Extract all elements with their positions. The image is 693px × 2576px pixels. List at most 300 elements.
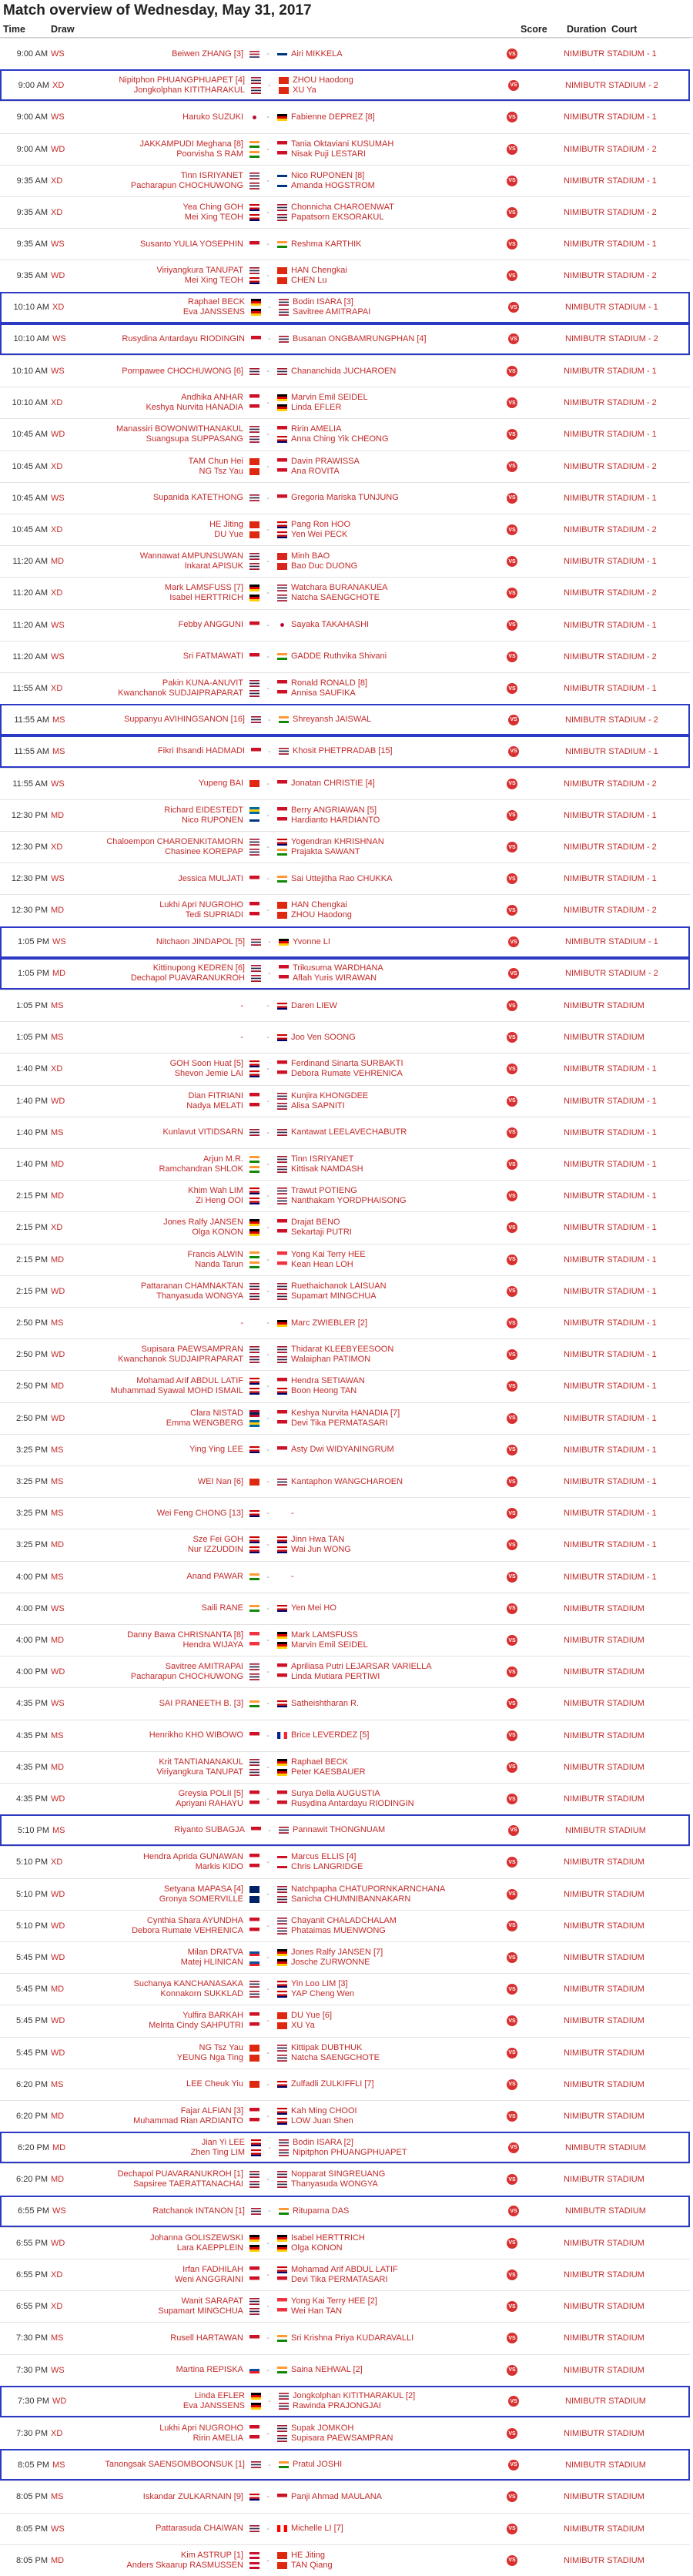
vs-icon[interactable]: VS: [507, 810, 517, 821]
match-row[interactable]: [0, 1117, 690, 1148]
player-name[interactable]: Lara KAEPPLEIN: [176, 2243, 243, 2253]
player-name[interactable]: Surya Della AUGUSTIA: [291, 1789, 380, 1799]
player-name[interactable]: Supisara PAEWSAMPRAN: [291, 2434, 393, 2444]
player-name[interactable]: Markis KIDO: [195, 1862, 243, 1872]
player-name[interactable]: Trikusuma WARDHANA: [293, 963, 383, 973]
player-name[interactable]: Chayanit CHALADCHALAM: [291, 1915, 397, 1925]
player-name[interactable]: Nico RUPONEN [8]: [291, 170, 365, 180]
player-name[interactable]: Konnakorn SUKKLAD: [160, 1989, 243, 1999]
player-name[interactable]: Marcus ELLIS [4]: [291, 1852, 357, 1862]
vs-icon[interactable]: VS: [507, 588, 517, 598]
player-name[interactable]: Tania Oktaviani KUSUMAH: [291, 139, 394, 149]
vs-icon[interactable]: VS: [507, 1730, 517, 1741]
player-name[interactable]: NG Tsz Yau: [199, 466, 243, 476]
player-name[interactable]: NG Tsz Yau: [199, 2042, 243, 2052]
player-name[interactable]: Raphael BECK: [291, 1757, 348, 1767]
player-name[interactable]: Melrita Cindy SAHPUTRI: [149, 2021, 243, 2031]
player-name[interactable]: Muhammad Syawal MOHD ISMAIL: [110, 1386, 243, 1396]
player-name[interactable]: DU Yue: [214, 530, 243, 540]
player-name[interactable]: Fikri Ihsandi HADMADI: [157, 746, 245, 756]
player-name[interactable]: Supanida KATETHONG: [152, 493, 243, 503]
player-name[interactable]: SAI PRANEETH B. [3]: [159, 1698, 243, 1708]
vs-icon[interactable]: VS: [507, 1984, 517, 1995]
player-name[interactable]: Inkarat APISUK: [184, 561, 243, 571]
player-name[interactable]: Krit TANTIANANAKUL: [159, 1757, 243, 1767]
player-name[interactable]: Kantawat LEELAVECHABUTR: [291, 1127, 407, 1137]
player-name[interactable]: Henrikho KHO WIBOWO: [149, 1730, 243, 1740]
player-name[interactable]: Busanan ONGBAMRUNGPHAN [4]: [293, 333, 427, 343]
player-name[interactable]: Ying Ying LEE: [189, 1445, 243, 1455]
vs-icon[interactable]: VS: [507, 239, 517, 250]
match-row[interactable]: [0, 894, 690, 926]
player-name[interactable]: Bao Duc DUONG: [291, 561, 358, 571]
player-name[interactable]: Bodin ISARA [2]: [293, 2137, 353, 2147]
match-row[interactable]: [0, 292, 690, 323]
player-name[interactable]: XU Ya: [291, 2021, 315, 2031]
player-name[interactable]: Saina NEHWAL [2]: [291, 2365, 363, 2375]
player-name[interactable]: Poorvisha S RAM: [176, 149, 243, 159]
player-name[interactable]: Francis ALWIN: [187, 1249, 243, 1259]
player-name[interactable]: Ana ROVITA: [291, 466, 340, 476]
player-name[interactable]: Linda EFLER: [291, 403, 342, 413]
match-row[interactable]: [0, 1656, 690, 1687]
player-name[interactable]: Sri Krishna Priya KUDARAVALLI: [291, 2333, 414, 2343]
vs-icon[interactable]: VS: [507, 2015, 517, 2026]
vs-icon[interactable]: VS: [507, 2555, 517, 2566]
player-name[interactable]: Airi MIKKELA: [291, 49, 343, 59]
vs-icon[interactable]: VS: [507, 1889, 517, 1900]
match-row[interactable]: [0, 704, 690, 735]
player-name[interactable]: Johanna GOLISZEWSKI: [149, 2233, 243, 2243]
player-name[interactable]: Yin Loo LIM [3]: [291, 1979, 348, 1989]
player-name[interactable]: Rusell HARTAWAN: [170, 2333, 243, 2343]
player-name[interactable]: Tinn ISRIYANET: [291, 1154, 354, 1164]
player-name[interactable]: Yea Ching GOH: [182, 203, 243, 213]
player-name[interactable]: Pannawit THONGNUAM: [293, 1825, 386, 1835]
player-name[interactable]: Raphael BECK: [188, 297, 245, 307]
player-name[interactable]: Muhammad Rian ARDIANTO: [133, 2116, 243, 2126]
player-name[interactable]: Khosit PHETPRADAB [15]: [293, 746, 393, 756]
player-name[interactable]: Yen Wei PECK: [291, 530, 348, 540]
player-name[interactable]: Emma WENGBERG: [166, 1418, 243, 1428]
vs-icon[interactable]: VS: [507, 1635, 517, 1646]
player-name[interactable]: Jinn Hwa TAN: [291, 1535, 345, 1545]
player-name[interactable]: Kunlavut VITIDSARN: [162, 1127, 243, 1137]
player-name[interactable]: Setyana MAPASA [4]: [163, 1884, 243, 1894]
player-name[interactable]: Jessica MULJATI: [178, 873, 243, 883]
player-name[interactable]: CHEN Lu: [291, 276, 327, 286]
player-name[interactable]: Pratul JOSHI: [293, 2460, 343, 2470]
player-name[interactable]: DU Yue [6]: [291, 2011, 332, 2021]
player-name[interactable]: TAM Chun Hei: [188, 456, 243, 466]
player-name[interactable]: Panji Ahmad MAULANA: [291, 2491, 382, 2501]
match-row[interactable]: [0, 1370, 690, 1402]
match-row[interactable]: [0, 2037, 690, 2069]
vs-icon[interactable]: VS: [507, 1603, 517, 1614]
player-name[interactable]: Kittipak DUBTHUK: [291, 2042, 363, 2052]
match-row[interactable]: [0, 418, 690, 450]
match-row[interactable]: [0, 609, 690, 641]
match-row[interactable]: [0, 514, 690, 545]
player-name[interactable]: TAN Qiang: [291, 2560, 333, 2570]
player-name[interactable]: Kittinupong KEDREN [6]: [152, 963, 245, 973]
vs-icon[interactable]: VS: [507, 1349, 517, 1360]
player-name[interactable]: Pacharapun CHOCHUWONG: [130, 1672, 243, 1682]
player-name[interactable]: Devi Tika PERMATASARI: [291, 1418, 388, 1428]
match-row[interactable]: [0, 1275, 690, 1307]
player-name[interactable]: Yupeng BAI: [198, 779, 243, 789]
match-row[interactable]: [0, 323, 690, 355]
player-name[interactable]: Clara NISTAD: [190, 1408, 243, 1418]
player-name[interactable]: Brice LEVERDEZ [5]: [291, 1730, 370, 1740]
player-name[interactable]: Lukhi Apri NUGROHO: [159, 900, 243, 910]
vs-icon[interactable]: VS: [507, 1000, 517, 1011]
match-row[interactable]: [0, 1720, 690, 1751]
player-name[interactable]: Wanit SARAPAT: [181, 2296, 243, 2306]
player-name[interactable]: Zi Heng OOI: [196, 1196, 243, 1206]
match-row[interactable]: [0, 1751, 690, 1783]
player-name[interactable]: Khim Wah LIM: [188, 1186, 243, 1196]
player-name[interactable]: Kantaphon WANGCHAROEN: [291, 1476, 403, 1486]
player-name[interactable]: Kwanchanok SUDJAIPRAPARAT: [118, 688, 243, 698]
match-row[interactable]: [0, 1910, 690, 1941]
player-name[interactable]: Pornpawee CHOCHUWONG [6]: [122, 366, 243, 376]
player-name[interactable]: HAN Chengkai: [291, 900, 347, 910]
player-name[interactable]: Bodin ISARA [3]: [293, 297, 353, 307]
player-name[interactable]: Eva JANSSENS: [182, 2401, 245, 2411]
player-name[interactable]: Chris LANGRIDGE: [291, 1862, 363, 1872]
match-row[interactable]: [0, 2132, 690, 2163]
match-row[interactable]: [0, 1434, 690, 1466]
player-name[interactable]: Michelle LI [7]: [291, 2524, 343, 2534]
vs-icon[interactable]: VS: [507, 1445, 517, 1455]
player-name[interactable]: Fabienne DEPREZ [8]: [291, 112, 375, 122]
player-name[interactable]: Ronald RONALD [8]: [291, 678, 368, 688]
player-name[interactable]: Cynthia Shara AYUNDHA: [146, 1915, 243, 1925]
player-name[interactable]: Chasinee KOREPAP: [165, 847, 243, 857]
match-row[interactable]: [0, 387, 690, 418]
player-name[interactable]: Natchpapha CHATUPORNKARNCHANA: [291, 1884, 446, 1894]
match-row[interactable]: [0, 1402, 690, 1434]
player-name[interactable]: Chonnicha CHAROENWAT: [291, 203, 394, 213]
player-name[interactable]: Zhen Ting LIM: [190, 2147, 245, 2157]
player-name[interactable]: Marvin Emil SEIDEL: [291, 393, 368, 403]
vs-icon[interactable]: VS: [508, 1825, 519, 1836]
player-name[interactable]: Jonatan CHRISTIE [4]: [291, 779, 375, 789]
player-name[interactable]: Beiwen ZHANG [3]: [172, 49, 243, 59]
player-name[interactable]: Tedi SUPRIADI: [185, 910, 243, 920]
match-row[interactable]: [0, 2196, 690, 2227]
vs-icon[interactable]: VS: [507, 112, 517, 122]
player-name[interactable]: Kwanchanok SUDJAIPRAPARAT: [118, 1355, 243, 1365]
player-name[interactable]: Nipitphon PHUANGPHUAPET: [293, 2147, 407, 2157]
player-name[interactable]: Nanthakarn YORDPHAISONG: [291, 1196, 407, 1206]
player-name[interactable]: Wei Han TAN: [291, 2306, 343, 2316]
player-name[interactable]: Kim ASTRUP [1]: [180, 2550, 243, 2560]
vs-icon[interactable]: VS: [507, 620, 517, 631]
player-name[interactable]: Nanda Tarun: [195, 1259, 243, 1269]
player-name[interactable]: Wannawat AMPUNSUWAN: [139, 551, 243, 561]
player-name[interactable]: Jones Ralfy JANSEN: [163, 1218, 243, 1228]
player-name[interactable]: Marc ZWIEBLER [2]: [291, 1318, 368, 1328]
player-name[interactable]: Nopparat SINGREUANG: [291, 2169, 386, 2179]
player-name[interactable]: -: [240, 1318, 243, 1328]
player-name[interactable]: Drajat BENO: [291, 1218, 340, 1228]
vs-icon[interactable]: VS: [507, 1413, 517, 1424]
vs-icon[interactable]: VS: [507, 1222, 517, 1233]
vs-icon[interactable]: VS: [507, 556, 517, 567]
player-name[interactable]: Matej HLINICAN: [180, 1958, 243, 1968]
player-name[interactable]: HE Jiting: [209, 520, 243, 530]
player-name[interactable]: Natcha SAENGCHOTE: [291, 593, 380, 603]
match-row[interactable]: [0, 1497, 690, 1529]
match-row[interactable]: [0, 799, 690, 831]
match-row[interactable]: [0, 2481, 690, 2512]
match-row[interactable]: [0, 1561, 690, 1593]
match-row[interactable]: [0, 451, 690, 482]
vs-icon[interactable]: VS: [507, 397, 517, 408]
player-name[interactable]: Trawut POTIENG: [291, 1186, 357, 1196]
player-name[interactable]: Joo Ven SOONG: [291, 1032, 356, 1042]
vs-icon[interactable]: VS: [508, 80, 519, 91]
player-name[interactable]: Mei Xing TEOH: [184, 213, 243, 223]
match-row[interactable]: [0, 2513, 690, 2544]
player-name[interactable]: Tanongsak SAENSOMBOONSUK [1]: [105, 2460, 245, 2470]
vs-icon[interactable]: VS: [508, 2206, 519, 2216]
player-name[interactable]: Ririn AMELIA: [291, 424, 342, 434]
player-name[interactable]: Shevon Jemie LAI: [174, 1069, 243, 1079]
player-name[interactable]: Rusydina Antardayu RIODINGIN: [122, 333, 245, 343]
match-row[interactable]: [0, 2005, 690, 2036]
match-row[interactable]: [0, 1814, 690, 1846]
vs-icon[interactable]: VS: [507, 1255, 517, 1265]
match-row[interactable]: [0, 2417, 690, 2449]
player-name[interactable]: Nitchaon JINDAPOL [5]: [156, 936, 245, 946]
player-name[interactable]: Aflah Yuris WIRAWAN: [293, 973, 377, 983]
match-row[interactable]: [0, 1878, 690, 1910]
player-name[interactable]: Jian Yi LEE: [201, 2137, 245, 2147]
player-name[interactable]: Yulfira BARKAH: [182, 2011, 243, 2021]
player-name[interactable]: Chananchida JUCHAROEN: [291, 366, 397, 376]
player-name[interactable]: Ramchandran SHLOK: [159, 1164, 243, 1174]
match-row[interactable]: [0, 1529, 690, 1560]
player-name[interactable]: Daren LIEW: [291, 1000, 337, 1010]
vs-icon[interactable]: VS: [508, 2142, 519, 2153]
vs-icon[interactable]: VS: [507, 1096, 517, 1107]
player-name[interactable]: Yogendran KHRISHNAN: [291, 837, 384, 847]
player-name[interactable]: Supak JOMKOH: [291, 2424, 354, 2434]
match-row[interactable]: [0, 2544, 690, 2576]
player-name[interactable]: Amanda HOGSTROM: [291, 180, 375, 190]
player-name[interactable]: Pattaranan CHAMNAKTAN: [140, 1281, 243, 1291]
player-name[interactable]: Debora Rumate VEHRENICA: [132, 1925, 243, 1935]
vs-icon[interactable]: VS: [507, 1857, 517, 1868]
match-row[interactable]: [0, 1085, 690, 1117]
match-row[interactable]: [0, 1783, 690, 1814]
match-row[interactable]: [0, 101, 690, 132]
match-row[interactable]: [0, 1593, 690, 1624]
match-row[interactable]: [0, 577, 690, 608]
vs-icon[interactable]: VS: [507, 1064, 517, 1074]
player-name[interactable]: Mohamad Arif ABDUL LATIF: [291, 2265, 398, 2275]
vs-icon[interactable]: VS: [507, 270, 517, 281]
player-name[interactable]: Yong Kai Terry HEE: [291, 1249, 366, 1259]
vs-icon[interactable]: VS: [507, 652, 517, 662]
vs-icon[interactable]: VS: [507, 779, 517, 789]
player-name[interactable]: WEI Nan [6]: [197, 1476, 243, 1486]
vs-icon[interactable]: VS: [507, 1921, 517, 1931]
vs-icon[interactable]: VS: [508, 2396, 519, 2407]
player-name[interactable]: Nipitphon PHUANGPHUAPET [4]: [119, 75, 245, 85]
match-row[interactable]: [0, 735, 690, 767]
match-row[interactable]: [0, 1973, 690, 2005]
player-name[interactable]: Supisara PAEWSAMPRAN: [141, 1345, 243, 1355]
player-name[interactable]: Nadya MELATI: [186, 1100, 243, 1110]
player-name[interactable]: Martina REPISKA: [176, 2365, 243, 2375]
vs-icon[interactable]: VS: [507, 2524, 517, 2534]
player-name[interactable]: Sanicha CHUMNIBANNAKARN: [291, 1894, 411, 1904]
match-row[interactable]: [0, 1211, 690, 1243]
vs-icon[interactable]: VS: [507, 905, 517, 916]
player-name[interactable]: Alisa SAPNITI: [291, 1100, 345, 1110]
vs-icon[interactable]: VS: [507, 2174, 517, 2185]
vs-icon[interactable]: VS: [507, 366, 517, 377]
player-name[interactable]: Sze Fei GOH: [192, 1535, 243, 1545]
match-row[interactable]: [0, 1687, 690, 1719]
player-name[interactable]: Papatsorn EKSORAKUL: [291, 213, 384, 223]
vs-icon[interactable]: VS: [507, 429, 517, 440]
player-name[interactable]: Viriyangkura TANUPAT: [156, 266, 243, 276]
player-name[interactable]: Sai Uttejitha Rao CHUKKA: [291, 873, 393, 883]
match-row[interactable]: [0, 2227, 690, 2259]
player-name[interactable]: Annisa SAUFIKA: [291, 688, 356, 698]
match-row[interactable]: [0, 958, 690, 990]
vs-icon[interactable]: VS: [507, 1572, 517, 1583]
vs-icon[interactable]: VS: [507, 1476, 517, 1487]
match-row[interactable]: [0, 2259, 690, 2290]
player-name[interactable]: Jongkolphan KITITHARAKUL: [133, 85, 245, 95]
player-name[interactable]: Kah Ming CHOOI: [291, 2106, 357, 2116]
match-row[interactable]: [0, 831, 690, 863]
vs-icon[interactable]: VS: [508, 333, 519, 344]
player-name[interactable]: Irfan FADHILAH: [182, 2265, 243, 2275]
player-name[interactable]: Fajar ALFIAN [3]: [180, 2106, 243, 2116]
player-name[interactable]: Hendra SETIAWAN: [291, 1376, 365, 1386]
player-name[interactable]: Pacharapun CHOCHUWONG: [130, 180, 243, 190]
player-name[interactable]: Dechapol PUAVARANUKROH [1]: [117, 2169, 243, 2179]
player-name[interactable]: Milan DRATVA: [187, 1948, 243, 1958]
match-row[interactable]: [0, 863, 690, 894]
player-name[interactable]: Suangsupa SUPPASANG: [146, 434, 243, 444]
match-row[interactable]: [0, 2386, 690, 2417]
player-name[interactable]: Manassiri BOWONWITHANAKUL: [116, 424, 243, 434]
vs-icon[interactable]: VS: [507, 2111, 517, 2122]
match-row[interactable]: [0, 1624, 690, 1656]
match-row[interactable]: [0, 69, 690, 101]
match-row[interactable]: [0, 2322, 690, 2353]
player-name[interactable]: Suchanya KANCHANASAKA: [133, 1979, 243, 1989]
player-name[interactable]: Ruethaichanok LAISUAN: [291, 1281, 387, 1291]
match-row[interactable]: [0, 2290, 690, 2322]
match-row[interactable]: [0, 1338, 690, 1370]
player-name[interactable]: Prajakta SAWANT: [291, 847, 360, 857]
player-name[interactable]: Dechapol PUAVARANUKROH: [130, 973, 245, 983]
vs-icon[interactable]: VS: [507, 1032, 517, 1043]
match-row[interactable]: [0, 1244, 690, 1275]
vs-icon[interactable]: VS: [507, 207, 517, 218]
player-name[interactable]: HE Jiting: [291, 2550, 326, 2560]
vs-icon[interactable]: VS: [507, 493, 517, 504]
player-name[interactable]: Yvonne LI: [293, 936, 330, 946]
match-row[interactable]: [0, 355, 690, 387]
player-name[interactable]: Marvin Emil SEIDEL: [291, 1640, 368, 1650]
player-name[interactable]: HAN Chengkai: [291, 266, 347, 276]
match-row[interactable]: [0, 260, 690, 291]
vs-icon[interactable]: VS: [508, 968, 519, 979]
vs-icon[interactable]: VS: [507, 1794, 517, 1804]
player-name[interactable]: Nur IZZUDDIN: [187, 1545, 243, 1555]
match-row[interactable]: [0, 2100, 690, 2132]
player-name[interactable]: Saili RANE: [201, 1603, 243, 1613]
player-name[interactable]: ZHOU Haodong: [293, 75, 353, 85]
player-name[interactable]: Zulfadli ZULKIFFLI [7]: [291, 2079, 374, 2089]
vs-icon[interactable]: VS: [507, 524, 517, 535]
player-name[interactable]: Linda EFLER: [194, 2391, 245, 2401]
player-name[interactable]: Iskandar ZULKARNAIN [9]: [142, 2491, 243, 2501]
vs-icon[interactable]: VS: [507, 1667, 517, 1677]
vs-icon[interactable]: VS: [508, 715, 519, 725]
vs-icon[interactable]: VS: [507, 2269, 517, 2280]
match-row[interactable]: [0, 1021, 690, 1053]
player-name[interactable]: Reshma KARTHIK: [291, 239, 362, 249]
player-name[interactable]: Richard EIDESTEDT: [164, 805, 243, 815]
player-name[interactable]: Hardianto HARDIANTO: [291, 815, 380, 825]
player-name[interactable]: Kunjira KHONGDEE: [291, 1090, 369, 1100]
vs-icon[interactable]: VS: [507, 1508, 517, 1519]
player-name[interactable]: Kittisak NAMDASH: [291, 1164, 363, 1174]
vs-icon[interactable]: VS: [508, 2460, 519, 2470]
match-row[interactable]: [0, 1941, 690, 1973]
player-name[interactable]: Dian FITRIANI: [188, 1090, 243, 1100]
player-name[interactable]: Savitree AMITRAPAI: [293, 307, 371, 317]
vs-icon[interactable]: VS: [507, 2301, 517, 2312]
player-name[interactable]: -: [240, 1000, 243, 1010]
player-name[interactable]: Tinn ISRIYANET: [180, 170, 243, 180]
player-name[interactable]: Jongkolphan KITITHARAKUL [2]: [293, 2391, 416, 2401]
vs-icon[interactable]: VS: [507, 2048, 517, 2058]
player-name[interactable]: Danny Bawa CHRISNANTA [8]: [127, 1630, 243, 1640]
player-name[interactable]: Susanto YULIA YOSEPHIN: [139, 239, 243, 249]
player-name[interactable]: Rituparna DAS: [293, 2206, 350, 2216]
player-name[interactable]: Suppanyu AVIHINGSANON [16]: [124, 715, 245, 725]
player-name[interactable]: Mark LAMSFUSS: [291, 1630, 358, 1640]
player-name[interactable]: Yen Mei HO: [291, 1603, 336, 1613]
player-name[interactable]: Thidarat KLEEBYEESOON: [291, 1345, 394, 1355]
vs-icon[interactable]: VS: [507, 49, 517, 59]
vs-icon[interactable]: VS: [507, 1698, 517, 1709]
player-name[interactable]: Anand PAWAR: [186, 1572, 243, 1582]
player-name[interactable]: GOH Soon Huat [5]: [169, 1059, 243, 1069]
player-name[interactable]: Boon Heong TAN: [291, 1386, 357, 1396]
match-row[interactable]: [0, 1466, 690, 1497]
player-name[interactable]: Supamart MINGCHUA: [291, 1291, 377, 1301]
player-name[interactable]: Gregoria Mariska TUNJUNG: [291, 493, 399, 503]
player-name[interactable]: Rawinda PRAJONGJAI: [293, 2401, 381, 2411]
match-row[interactable]: [0, 672, 690, 704]
vs-icon[interactable]: VS: [507, 2365, 517, 2376]
player-name[interactable]: LEE Cheuk Yiu: [186, 2079, 243, 2089]
player-name[interactable]: Devi Tika PERMATASARI: [291, 2275, 388, 2285]
